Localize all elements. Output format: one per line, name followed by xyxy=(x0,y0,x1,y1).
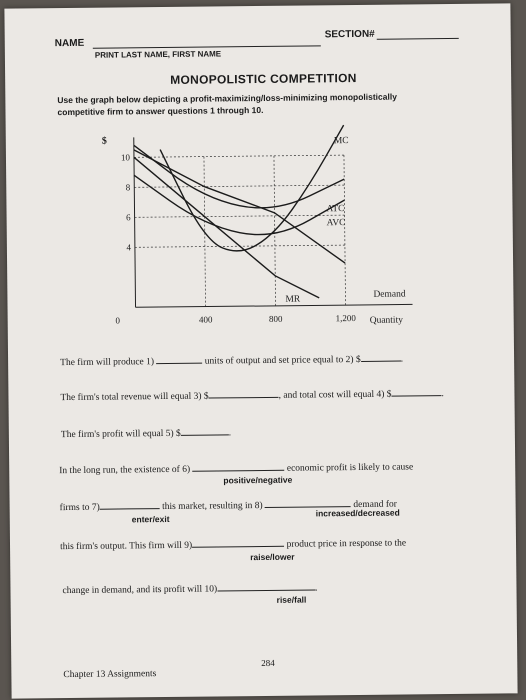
mc-curve xyxy=(160,125,345,252)
name-label: NAME xyxy=(54,37,85,50)
answer-blank-3[interactable] xyxy=(209,397,279,399)
q8-options: increased/decreased xyxy=(315,507,400,519)
demand-curve-label: Demand xyxy=(373,289,406,300)
y-axis xyxy=(134,137,136,307)
atc-curve-label: ATC xyxy=(326,204,345,215)
section-label: SECTION# xyxy=(324,28,375,41)
section-line xyxy=(377,38,459,40)
answer-blank-2[interactable] xyxy=(361,361,401,362)
dashed-price-line xyxy=(134,185,344,187)
q7-text-b: this market, resulting in 8) xyxy=(162,500,263,513)
worksheet-page xyxy=(4,3,517,698)
q6-options: positive/negative xyxy=(223,474,293,486)
cost-curves-graph xyxy=(66,116,438,335)
question-10-text: change in demand, and its profit will 10) . xyxy=(62,583,318,597)
answer-blank-9[interactable] xyxy=(192,546,284,548)
q10-options: rise/fall xyxy=(276,594,307,605)
q1-text-b: units of output and set price equal to 2) $ xyxy=(204,354,361,367)
q3-text-a: The firm's total revenue will equal 3) $ xyxy=(60,391,209,404)
q10-text-a: change in demand, and its profit will 10) xyxy=(62,584,218,597)
dashed-quantity-line xyxy=(344,155,346,305)
q9-text-b: product price in response to the xyxy=(286,538,407,550)
y-tick-label: 10 xyxy=(120,152,131,163)
name-sub-label: PRINT LAST NAME, FIRST NAME xyxy=(94,49,222,60)
instructions-line-2: competitive firm to answer questions 1 through 10. xyxy=(57,104,264,118)
x-tick-label: 800 xyxy=(268,313,283,324)
q1-text-a: The firm will produce 1) xyxy=(60,357,155,369)
x-tick-label: 400 xyxy=(198,314,213,325)
q9-text-a: this firm's output. This firm will 9) xyxy=(59,540,193,553)
y-tick-label: 6 xyxy=(126,212,131,223)
q7-text-a: firms to 7) xyxy=(59,502,100,514)
answer-blank-10[interactable] xyxy=(217,589,315,591)
dashed-price-line xyxy=(135,215,345,217)
answer-blank-6[interactable] xyxy=(192,470,284,472)
curve-layer xyxy=(134,125,346,300)
mr-curve-label: MR xyxy=(285,294,301,305)
mc-curve-label: MC xyxy=(333,136,349,147)
question-6-text xyxy=(59,462,413,476)
page-title: MONOPOLISTIC COMPETITION xyxy=(170,70,357,87)
y-tick-label: 8 xyxy=(125,182,131,193)
answer-blank-4[interactable] xyxy=(392,395,442,397)
avc-curve xyxy=(134,173,345,236)
question-3-4: The firm's total revenue will equal 3) $ , and total cost will equal 4) $ . xyxy=(60,389,444,404)
mr-curve xyxy=(134,155,319,299)
q9-options: raise/lower xyxy=(250,551,295,563)
x-axis-label: Quantity xyxy=(369,315,403,326)
chapter-footer: Chapter 13 Assignments xyxy=(63,669,157,681)
answer-blank-7[interactable] xyxy=(100,508,160,510)
question-9-text xyxy=(60,538,406,552)
avc-curve-label: AVC xyxy=(326,218,346,229)
instructions xyxy=(57,91,397,119)
question-1-2: The firm will produce 1) units of output and set price equal to 2) $ . xyxy=(60,354,404,369)
q7-options: enter/exit xyxy=(131,513,170,525)
q3-text-b: , and total cost will equal 4) $ xyxy=(278,389,392,401)
demand-curve xyxy=(134,148,345,266)
answer-blank-1[interactable] xyxy=(156,363,202,364)
answer-blank-5[interactable] xyxy=(181,434,229,436)
q6-text-a: In the long run, the existence of 6) xyxy=(59,464,191,477)
q5-text: The firm's profit will equal 5) $ xyxy=(60,428,181,441)
tick-layer xyxy=(114,150,357,326)
q6-text-b: economic profit is likely to cause xyxy=(286,462,414,474)
x-tick-label: 1,200 xyxy=(335,313,356,324)
page-number: 284 xyxy=(261,657,275,669)
origin-label: 0 xyxy=(115,315,120,326)
question-5: The firm's profit will equal 5) $ . xyxy=(60,428,232,441)
dashed-price-line xyxy=(134,155,344,157)
instructions-line-1: Use the graph below depicting a profit-maximizing/loss-minimizing monopolistically xyxy=(57,91,397,106)
y-tick-label: 4 xyxy=(126,242,131,253)
x-axis xyxy=(136,304,413,307)
y-axis-label: $ xyxy=(101,135,107,147)
q8-text-b: demand for xyxy=(353,499,397,511)
name-line xyxy=(93,45,321,48)
